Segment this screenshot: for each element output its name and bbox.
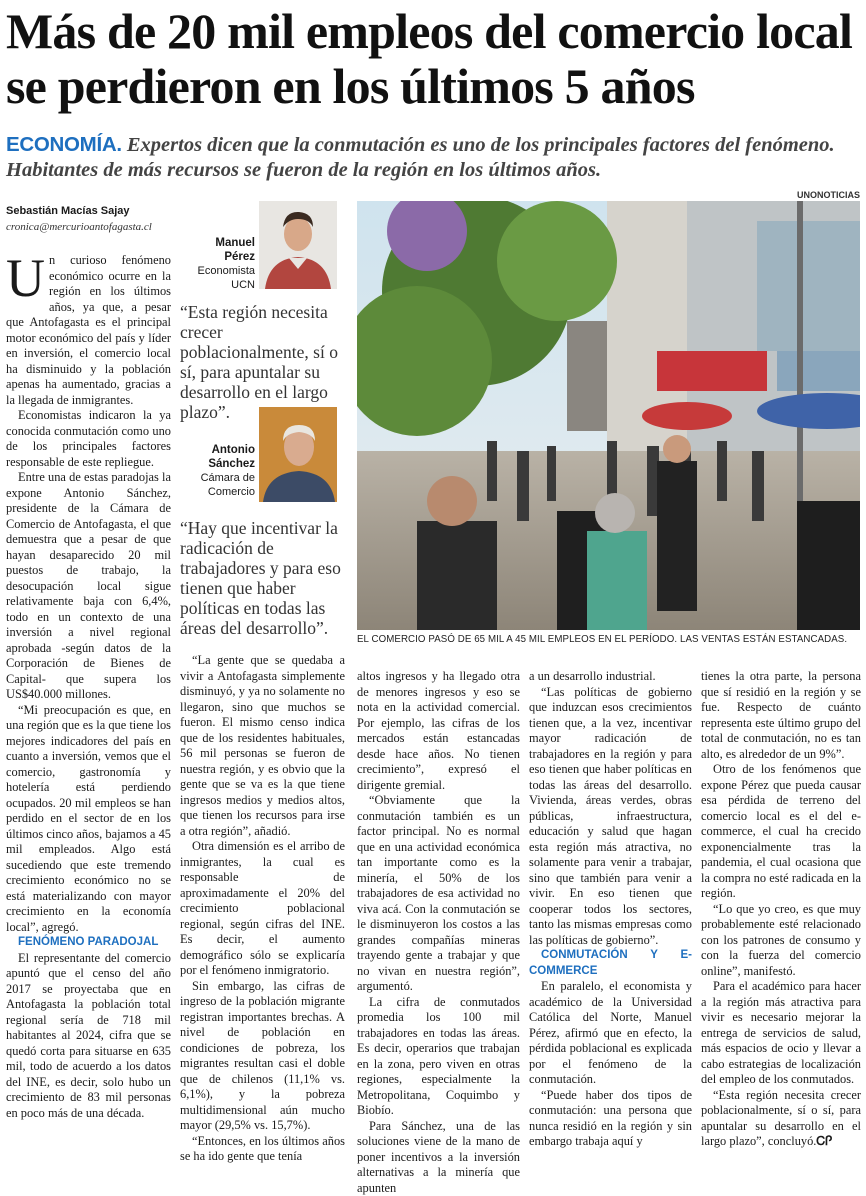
dek [6, 132, 862, 183]
paragraph: Entre una de estas paradojas la expone Antonio Sánchez, presidente de la Cámara de Comercio de Antofagasta, el que demuestra que a pesar de que hayan desaparecido 20 mil puestos de trabajo, la desocupación local sigue relativamente baja con 6,4%, todo en un contexto de una inversión a nivel regional aprobada -según datos de la Corporación de Bienes de Capital- que supera los US$40.000 millones. [6, 470, 171, 703]
paragraph: El representante del comercio apuntó que el censo del año 2017 se proyectaba que en Antofagasta la población total regional sería de 718 mil habitantes al 2024, cifra que se quedó corta para situarse en 635 mil, todo de acuerdo a los datos del INE, es decir, solo hubo un crecimiento de 83 mil personas en poco más de una década. [6, 951, 171, 1122]
paragraph: “Mi preocupación es que, en una región que es la que tiene los mejores indicadores del país en cuanto a inversión, vemos que el comercio, gastronomía y hotelería está perdiendo ocupados. 20 mil empleos se han perdido en el sector de en los últimos cinco años, bajamos a 45 mil empleados. Algo está sucediendo que este tremendo crecimiento económico no se está materializando con mayor crecimiento en la economía local”, agregó. [6, 703, 171, 936]
pullquote-1-attribution [180, 236, 255, 292]
pullquote-name: Manuel [180, 236, 255, 250]
paragraph: Para el académico para hacer a la región más atractiva para vivir es necesario mejorar la entrega de servicios de salud, más espacios de ocio y llevar a cabo estrategias de localización del empleo de los conmutados. [701, 979, 861, 1088]
paragraph: Otra dimensión es el arribo de inmigrantes, la cual es responsable de aproximadamente el 20% del crecimiento poblacional regional, según cifras del INE. Es decir, el aumento demográfico sólo se explicaría por el fenómeno inmigratorio. [180, 839, 345, 979]
pullquote-2-text: “Hay que incentivar la radicación de trabajadores y para eso tienen que haber políticas en todas las áreas del desarrollo”. [180, 518, 345, 638]
pullquote-role: Comercio [180, 485, 255, 499]
paragraph: “Puede haber dos tipos de conmutación: una persona que nunca residió en la región y sin embargo trabaja aquí y [529, 1088, 692, 1150]
paragraph: Sin embargo, las cifras de ingreso de la población migrante registran importantes brechas. A nivel de población en condiciones de pobreza, los migrantes resultan casi el doble que de chilenos (11,1% vs. 6,1%), y la pobreza multidimensional aún mucho mayor (29,5% vs. 15,7%). [180, 979, 345, 1134]
photo-credit: UNONOTICIAS [797, 190, 860, 200]
column-2 [180, 653, 345, 1165]
paragraph: altos ingresos y ha llegado otra de menores ingresos y eso se nota en la actividad comercial. Por ejemplo, las cifras de los mercados están estancadas desde hace años. No tienen crecimiento”, expresó el dirigente gremial. [357, 669, 520, 793]
main-photo [357, 201, 860, 630]
pullquote-2-attribution [180, 443, 255, 499]
paragraph: “Obviamente que la conmutación también es un factor principal. No es normal que en una actividad económica tan importante como es la minería, el 50% de los trabajadores de esa actividad no viva acá. Con la conmutación se le disminuyeron los costos a las grandes compañías mineras trayendo gente a trabajar y que no vivan en nuestra región”, argumentó. [357, 793, 520, 995]
paragraph: tienes la otra parte, la persona que sí residió en la región y se fue. Respecto de cuánto representa este último grupo del total de conmutación, no es tan alto, es alrededor de un 9%”. [701, 669, 861, 762]
column-5 [701, 669, 861, 1150]
pullquote-name: Antonio [180, 443, 255, 457]
pullquote-role: Cámara de [180, 471, 255, 485]
paragraph: a un desarrollo industrial. [529, 669, 692, 685]
byline-email: cronica@mercurioantofagasta.cl [6, 221, 171, 233]
dropcap: U [6, 255, 45, 301]
photo-caption: EL COMERCIO PASÓ DE 65 MIL A 45 MIL EMPLEOS EN EL PERÍODO. LAS VENTAS ESTÁN ESTANCADAS. [357, 634, 860, 645]
paragraph: Para Sánchez, una de las soluciones viene de la mano de poner incentivos a la inversión alternativas a la minería que apunten [357, 1119, 520, 1196]
portrait-antonio-sanchez [259, 407, 337, 502]
paragraph: La cifra de conmutados promedia los 100 mil trabajadores en todas las áreas. Es decir, operarios que trabajan en la zona, pero viven en otras regiones, especialmente la Metropolitana, Coquimbo y Biobío. [357, 995, 520, 1119]
paragraph: “Las políticas de gobierno que induzcan esos crecimientos tienen que, a la vez, incentivar mayor radicación de trabajadores en la región y para eso tienen que haber políticas en todas las áreas del desarrollo. Vivienda, áreas verdes, obras públicas, infraestructura, educación y salud que hagan esta región más atractiva, no solamente para venir a trabajar, sino que también para venir a vivir. En eso tienen que cooperar todos los sectores, tanto las mismas empresas como las políticas de gobierno”. [529, 685, 692, 949]
pullquote-role: Economista [180, 264, 255, 278]
paragraph: Economistas indicaron la ya conocida conmutación como uno de los principales factores responsable de este repliegue. [6, 408, 171, 470]
portrait-manuel-perez [259, 201, 337, 289]
subhead-fenomeno: FENÓMENO PARADOJAL [6, 935, 171, 951]
paragraph: Un curioso fenómeno económico ocurre en la región en los últimos años, ya que, a pesar que Antofagasta es el principal motor económico del país y líder en inversión, el comercio local ha disminuido y la población apenas ha aumentado, gracias a la llegada de inmigrantes. [6, 253, 171, 408]
byline-author: Sebastián Macías Sajay [6, 205, 171, 217]
paragraph: “Lo que yo creo, es que muy probablemente esté relacionado con los patrones de consumo y con la fuerza del comercio online”, manifestó. [701, 902, 861, 980]
paragraph: “La gente que se quedaba a vivir a Antofagasta simplemente disminuyó, y ya no solamente no llegaron, sino que muchos se fueron. El mismo censo indica que de los residentes habituales, 56 mil personas se fueron de nuestra región, y es obvio que la gente que se va es la que tiene ingresos medios y medios altos, que tienen los recursos para irse a otra región”, añadió. [180, 653, 345, 839]
dek-text: Expertos dicen que la conmutación es uno de los principales factores del fenómeno. Habitantes de más recursos se fueron de la región en los últimos años. [6, 134, 835, 181]
pullquote-role: UCN [180, 278, 255, 292]
pullquote-name: Pérez [180, 250, 255, 264]
paragraph: En paralelo, el economista y académico de la Universidad Católica del Norte, Manuel Pérez, afirmó que en efecto, la pérdida poblacional es explicada por el fenómeno de la conmutación. [529, 979, 692, 1088]
column-3 [357, 669, 520, 1196]
paragraph: “Entonces, en los últimos años se ha ido gente que tenía [180, 1134, 345, 1165]
column-4 [529, 669, 692, 1150]
paragraph: Otro de los fenómenos que expone Pérez que pueda causar esa pérdida de terreno del comercio local es el del e-commerce, el cual ha crecido exponencialmente tras la pandemia, el cual ocasiona que la compra no esté radicada en la región. [701, 762, 861, 902]
pullquote-1-text: “Esta región necesita crecer poblacionalmente, sí o sí, para apuntalar su desarrollo en el largo plazo”. [180, 302, 345, 422]
column-1 [6, 253, 171, 1121]
end-mark: ᏟᎵ [816, 1134, 832, 1148]
pullquote-name: Sánchez [180, 457, 255, 471]
subhead-conmutacion: CONMUTACIÓN Y E-COMMERCE [529, 948, 692, 979]
section-kicker: ECONOMÍA. [6, 133, 122, 156]
headline: Más de 20 mil empleos del comercio local se perdieron en los últimos 5 años [6, 4, 862, 114]
paragraph: “Esta región necesita crecer poblacionalmente, sí o sí, para apuntalar su desarrollo en el largo plazo”, concluyó.ᏟᎵ [701, 1088, 861, 1150]
